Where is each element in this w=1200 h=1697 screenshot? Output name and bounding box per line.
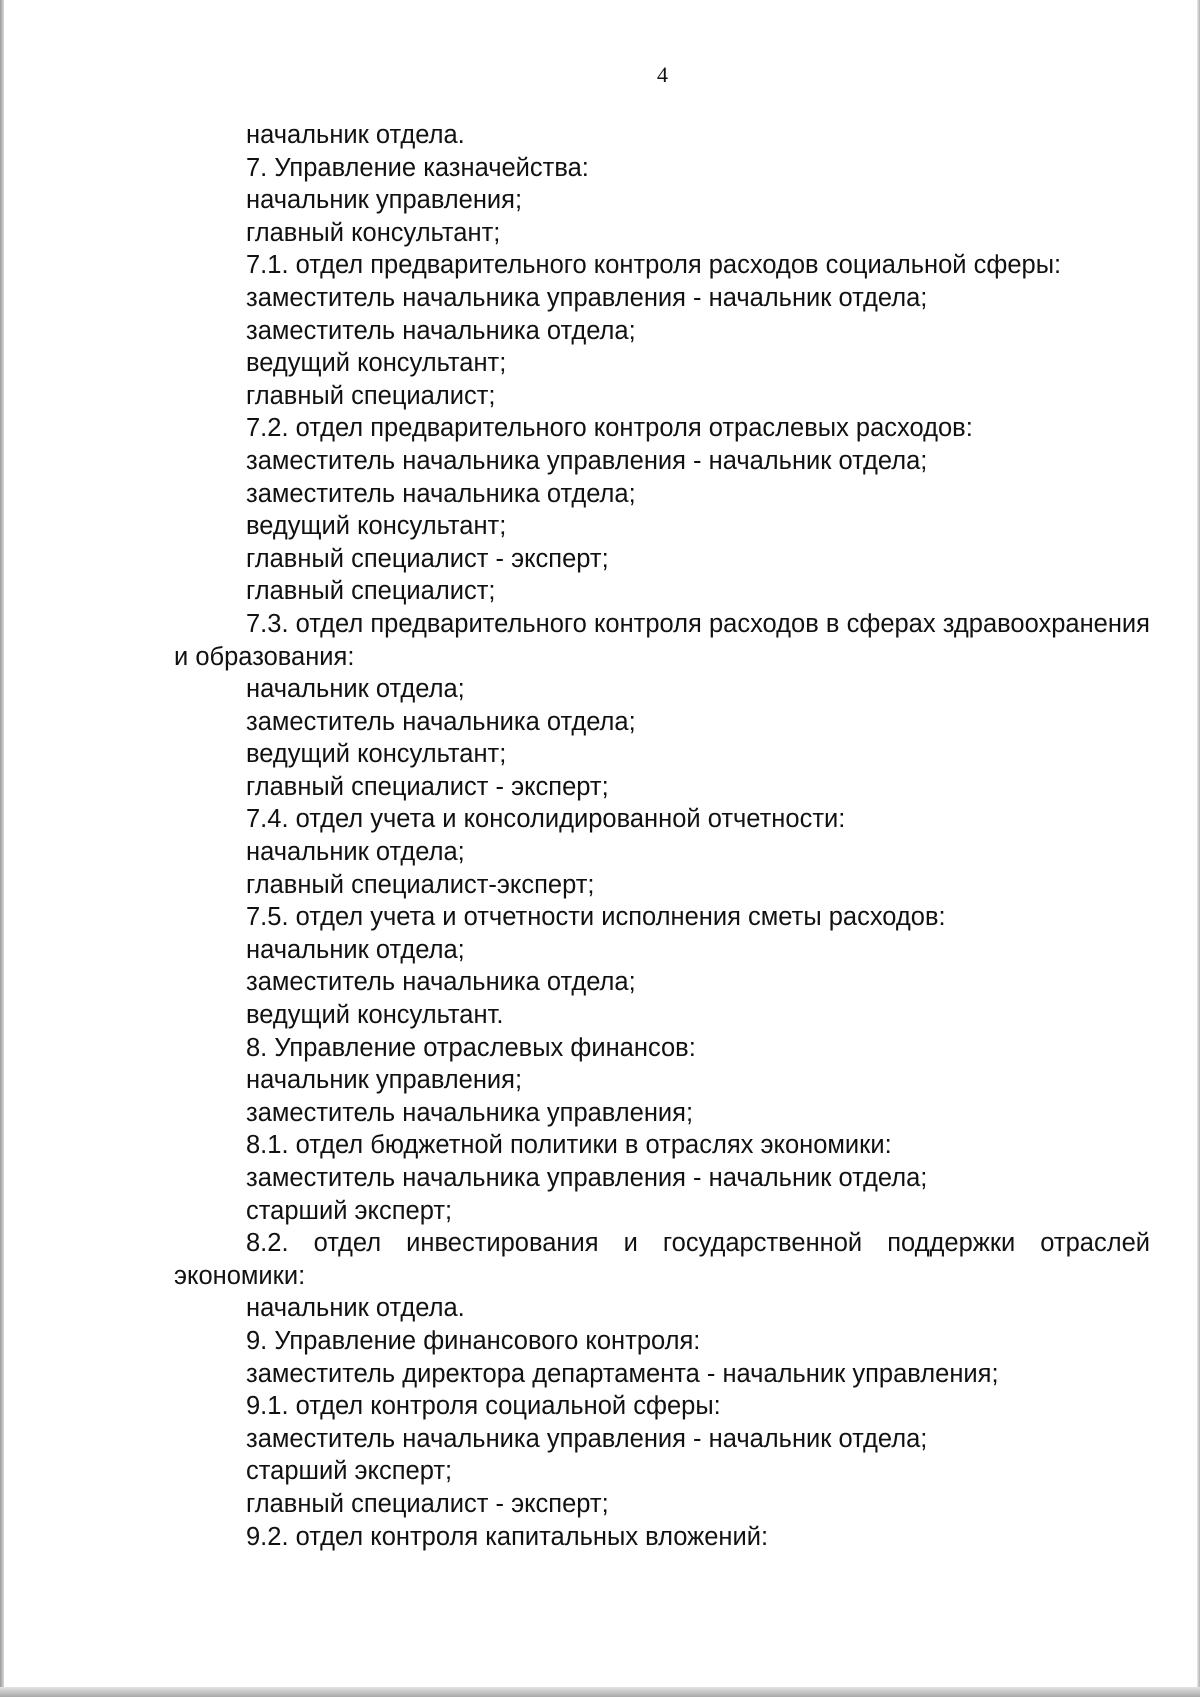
text-line: заместитель начальника управления - начальник отдела; — [246, 1164, 928, 1192]
text-line: 8.1. отдел бюджетной политики в отраслях экономики: — [246, 1131, 892, 1160]
text-line: ведущий консультант; — [246, 740, 507, 769]
text-line: заместитель начальника отдела; — [246, 968, 636, 997]
text-line: главный специалист - эксперт; — [246, 544, 609, 573]
text-line: 7.4. отдел учета и консолидированной отчетности: — [246, 805, 846, 834]
text-line: заместитель начальника отдела; — [246, 707, 636, 736]
text-line: старший эксперт; — [246, 1196, 453, 1225]
document-body — [174, 119, 1150, 1553]
text-line: начальник отдела; — [246, 935, 465, 964]
text-line: главный специалист; — [246, 381, 496, 410]
text-line: главный консультант; — [246, 218, 501, 247]
text-line: главный специалист - эксперт; — [246, 772, 609, 801]
text-line: 7. Управление казначейства: — [246, 153, 589, 182]
text-line: главный специалист-эксперт; — [246, 870, 595, 899]
text-line: 7.5. отдел учета и отчетности исполнения сметы расходов: — [246, 903, 946, 932]
text-line: заместитель начальника управления - начальник отдела; — [246, 283, 928, 312]
text-line: заместитель начальника управления; — [246, 1098, 694, 1127]
text-line: ведущий консультант; — [246, 349, 507, 378]
text-line: 9. Управление финансового контроля: — [246, 1326, 701, 1355]
paragraph: 7.3. отдел предварительного контроля расходов в сферах здравоохранения и образования: — [174, 609, 1150, 671]
text-line: начальник отдела. — [246, 121, 465, 149]
text-line: начальник управления; — [246, 1066, 523, 1095]
text-line: заместитель начальника отдела; — [246, 316, 636, 345]
text-line: заместитель начальника отдела; — [246, 479, 636, 508]
text-line: 7.2. отдел предварительного контроля отраслевых расходов: — [246, 414, 973, 443]
paragraph: 8.2. отдел инвестирования и государственной поддержки отраслей экономики: — [174, 1229, 1150, 1290]
text-line: главный специалист; — [246, 577, 496, 606]
text-line: начальник отдела; — [246, 675, 465, 704]
text-line: заместитель начальника управления - начальник отдела; — [246, 1424, 928, 1453]
text-line: начальник отдела. — [246, 1294, 465, 1323]
page-number: 4 — [657, 62, 668, 87]
text-line: ведущий консультант. — [246, 1001, 504, 1030]
scan-edge-bottom — [0, 1687, 1200, 1697]
text-line: начальник отдела; — [246, 838, 465, 867]
paragraph: 7.1. отдел предварительного контроля расходов социальной сферы: — [246, 251, 1062, 280]
text-line: ведущий консультант; — [246, 512, 507, 541]
scan-edge-left — [0, 0, 4, 1697]
text-line: начальник управления; — [246, 186, 523, 215]
text-line: 8. Управление отраслевых финансов: — [246, 1033, 696, 1062]
text-line: 9.1. отдел контроля социальной сферы: — [246, 1392, 721, 1421]
text-line: старший эксперт; — [246, 1457, 453, 1486]
text-line: главный специалист - эксперт; — [246, 1489, 609, 1518]
text-line: 9.2. отдел контроля капитальных вложений: — [246, 1522, 769, 1551]
text-line: заместитель начальника управления - начальник отдела; — [246, 446, 928, 475]
text-line: заместитель директора департамента - начальник управления; — [246, 1359, 999, 1388]
